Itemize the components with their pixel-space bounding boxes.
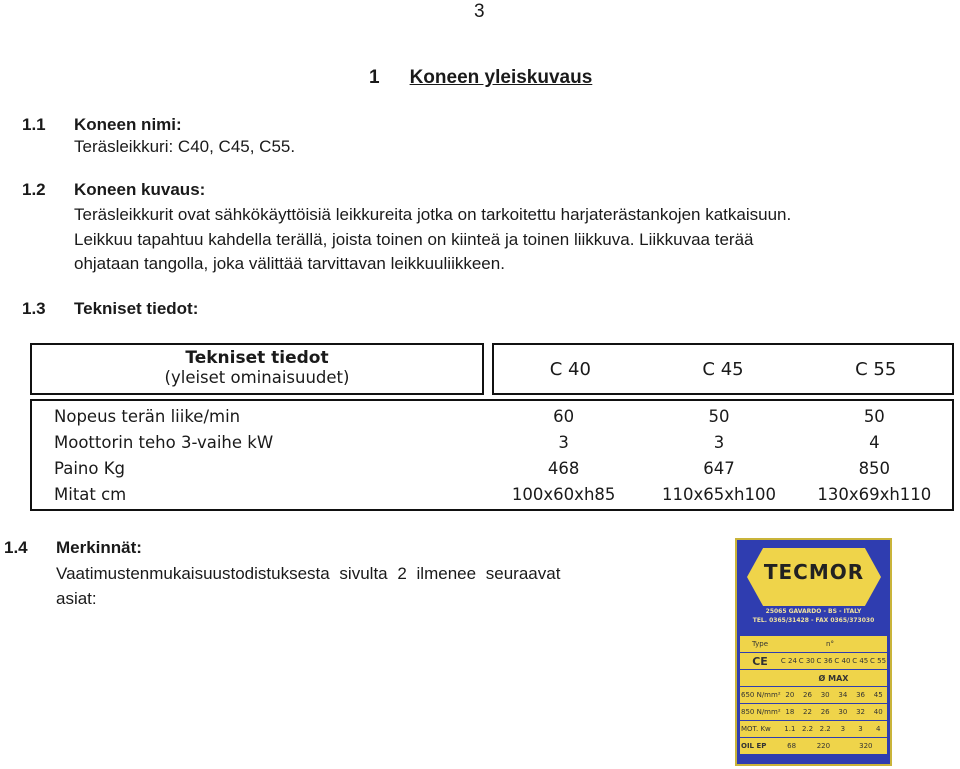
nameplate-cell: 26 — [820, 708, 830, 716]
nameplate-cell: 3 — [840, 725, 846, 733]
nameplate-address: 25065 GAVARDO - BS - ITALY — [765, 608, 862, 615]
table-row — [32, 481, 952, 507]
cell-value: 3 — [713, 432, 725, 452]
section-1-2-heading — [22, 180, 205, 200]
nameplate-cell: C 36 — [816, 657, 833, 665]
nameplate-cell: 68 — [787, 742, 797, 750]
section-1-1-text: Teräsleikkuri: C40, C45, C55. — [74, 137, 296, 156]
nameplate-cell: 30 — [838, 708, 848, 716]
section-number: 1.4 — [4, 538, 28, 557]
cell-value: 647 — [703, 458, 735, 478]
nameplate-row — [740, 653, 887, 670]
nameplate-row — [740, 738, 887, 755]
paragraph-line: Leikkuu tapahtuu kahdella terällä, joista toinen on kiinteä ja toinen liikkuva. Liikkuvaa terää — [74, 229, 754, 249]
cell-value: 50 — [708, 406, 730, 426]
section-number: 1.2 — [22, 180, 46, 199]
nameplate-cell: C 55 — [870, 657, 887, 665]
nameplate-cell: 26 — [803, 691, 812, 699]
cell-value: 468 — [547, 458, 580, 478]
nameplate-row — [740, 636, 887, 653]
nameplate-cell: 45 — [873, 691, 883, 699]
table-row — [32, 403, 952, 429]
model-c45: C 45 — [702, 358, 744, 380]
row-label: Paino Kg — [54, 458, 125, 478]
cell-value: 850 — [858, 458, 891, 478]
cell-value: 100x60xh85 — [511, 484, 616, 504]
nameplate-cell: 34 — [838, 691, 848, 699]
section-title: Merkinnät: — [56, 538, 142, 557]
nameplate-cell: n° — [826, 640, 834, 648]
nameplate-cell: Type — [751, 640, 769, 648]
nameplate-cell: OIL EP — [741, 742, 767, 750]
row-label: Nopeus terän liike/min — [54, 406, 241, 426]
nameplate-cell: 30 — [820, 691, 830, 699]
row-label: Mitat cm — [54, 484, 127, 504]
paragraph-line: Teräsleikkurit ovat sähkökäyttöisiä leikkureita jotka on tarkoitettu harjaterästankojen katkaisuun. — [74, 205, 792, 224]
spec-header-models — [492, 343, 954, 395]
spec-table-body — [30, 399, 954, 511]
section-1-4-paragraph — [56, 562, 560, 611]
nameplate-cell: 22 — [803, 708, 812, 716]
brand-logo: TECMOR — [763, 560, 865, 584]
row-label: Moottorin teho 3-vaihe kW — [54, 432, 274, 452]
section-title: Koneen kuvaus: — [74, 180, 206, 199]
chapter-heading — [369, 67, 592, 89]
machine-nameplate-image — [735, 538, 892, 766]
nameplate-row — [740, 687, 887, 704]
nameplate-cell: 2.2 — [819, 725, 831, 733]
paragraph-line: asiat: — [56, 588, 97, 608]
section-title: Koneen nimi: — [74, 115, 182, 134]
nameplate-cell: 4 — [875, 725, 881, 733]
page-number: 3 — [474, 1, 485, 22]
section-1-2-paragraph — [74, 203, 791, 277]
nameplate-cell: C 24 — [780, 657, 797, 665]
cell-value: 4 — [869, 432, 880, 452]
nameplate-cell: 650 N/mm² — [741, 691, 781, 699]
section-number: 1.3 — [22, 299, 46, 318]
nameplate-cell: 3 — [858, 725, 863, 733]
nameplate-cell: 320 — [859, 742, 873, 750]
nameplate-row — [740, 704, 887, 721]
table-row — [32, 429, 952, 455]
paragraph-line: Vaatimustenmukaisuustodistuksesta sivulta 2 ilmenee seuraavat — [56, 564, 561, 583]
ce-mark-icon: CE — [752, 654, 768, 668]
nameplate-cell: 36 — [856, 691, 865, 699]
section-1-1-heading — [22, 115, 182, 135]
spec-header-label-cell — [30, 343, 484, 395]
cell-value: 3 — [558, 432, 569, 452]
model-c40: C 40 — [549, 358, 591, 380]
nameplate-cell: MOT. Kw — [741, 725, 771, 733]
chapter-title: Koneen yleiskuvaus — [409, 67, 593, 88]
nameplate-contact: TEL. 0365/31428 - FAX 0365/373030 — [752, 617, 875, 624]
nameplate-cell: Ø MAX — [818, 673, 849, 683]
cell-value: 60 — [553, 406, 575, 426]
nameplate-cell: 220 — [816, 742, 831, 750]
nameplate-grid — [740, 636, 887, 755]
nameplate-cell: 32 — [856, 708, 865, 716]
spec-table-header — [30, 343, 954, 395]
model-c55: C 55 — [855, 358, 897, 380]
spec-header-title: Tekniset tiedot — [185, 348, 329, 368]
section-1-4-heading — [4, 538, 142, 558]
nameplate-cell: 1.1 — [784, 725, 796, 733]
cell-value: 50 — [863, 406, 885, 426]
nameplate-cell: 18 — [785, 708, 795, 716]
paragraph-line: ohjataan tangolla, joka välittää tarvittavan leikkuuliikkeen. — [74, 254, 505, 273]
nameplate-cell: 850 N/mm² — [741, 708, 781, 716]
nameplate-cell: C 30 — [798, 657, 815, 665]
nameplate-cell: 40 — [873, 708, 883, 716]
nameplate-row — [740, 721, 887, 738]
table-row — [32, 455, 952, 481]
nameplate-cell: 2.2 — [801, 725, 814, 733]
nameplate-cell: C 45 — [852, 657, 869, 665]
nameplate-row — [740, 670, 887, 687]
cell-value: 130x69xh110 — [817, 484, 932, 504]
section-1-3-heading — [22, 299, 198, 319]
chapter-number: 1 — [369, 67, 380, 88]
cell-value: 110x65xh100 — [662, 484, 776, 504]
section-number: 1.1 — [22, 115, 46, 134]
spec-table — [30, 343, 954, 511]
section-title: Tekniset tiedot: — [74, 299, 199, 318]
spec-header-subtitle: (yleiset ominaisuudet) — [164, 368, 350, 387]
nameplate-cell: C 40 — [834, 657, 851, 665]
nameplate-cell: 20 — [785, 691, 795, 699]
